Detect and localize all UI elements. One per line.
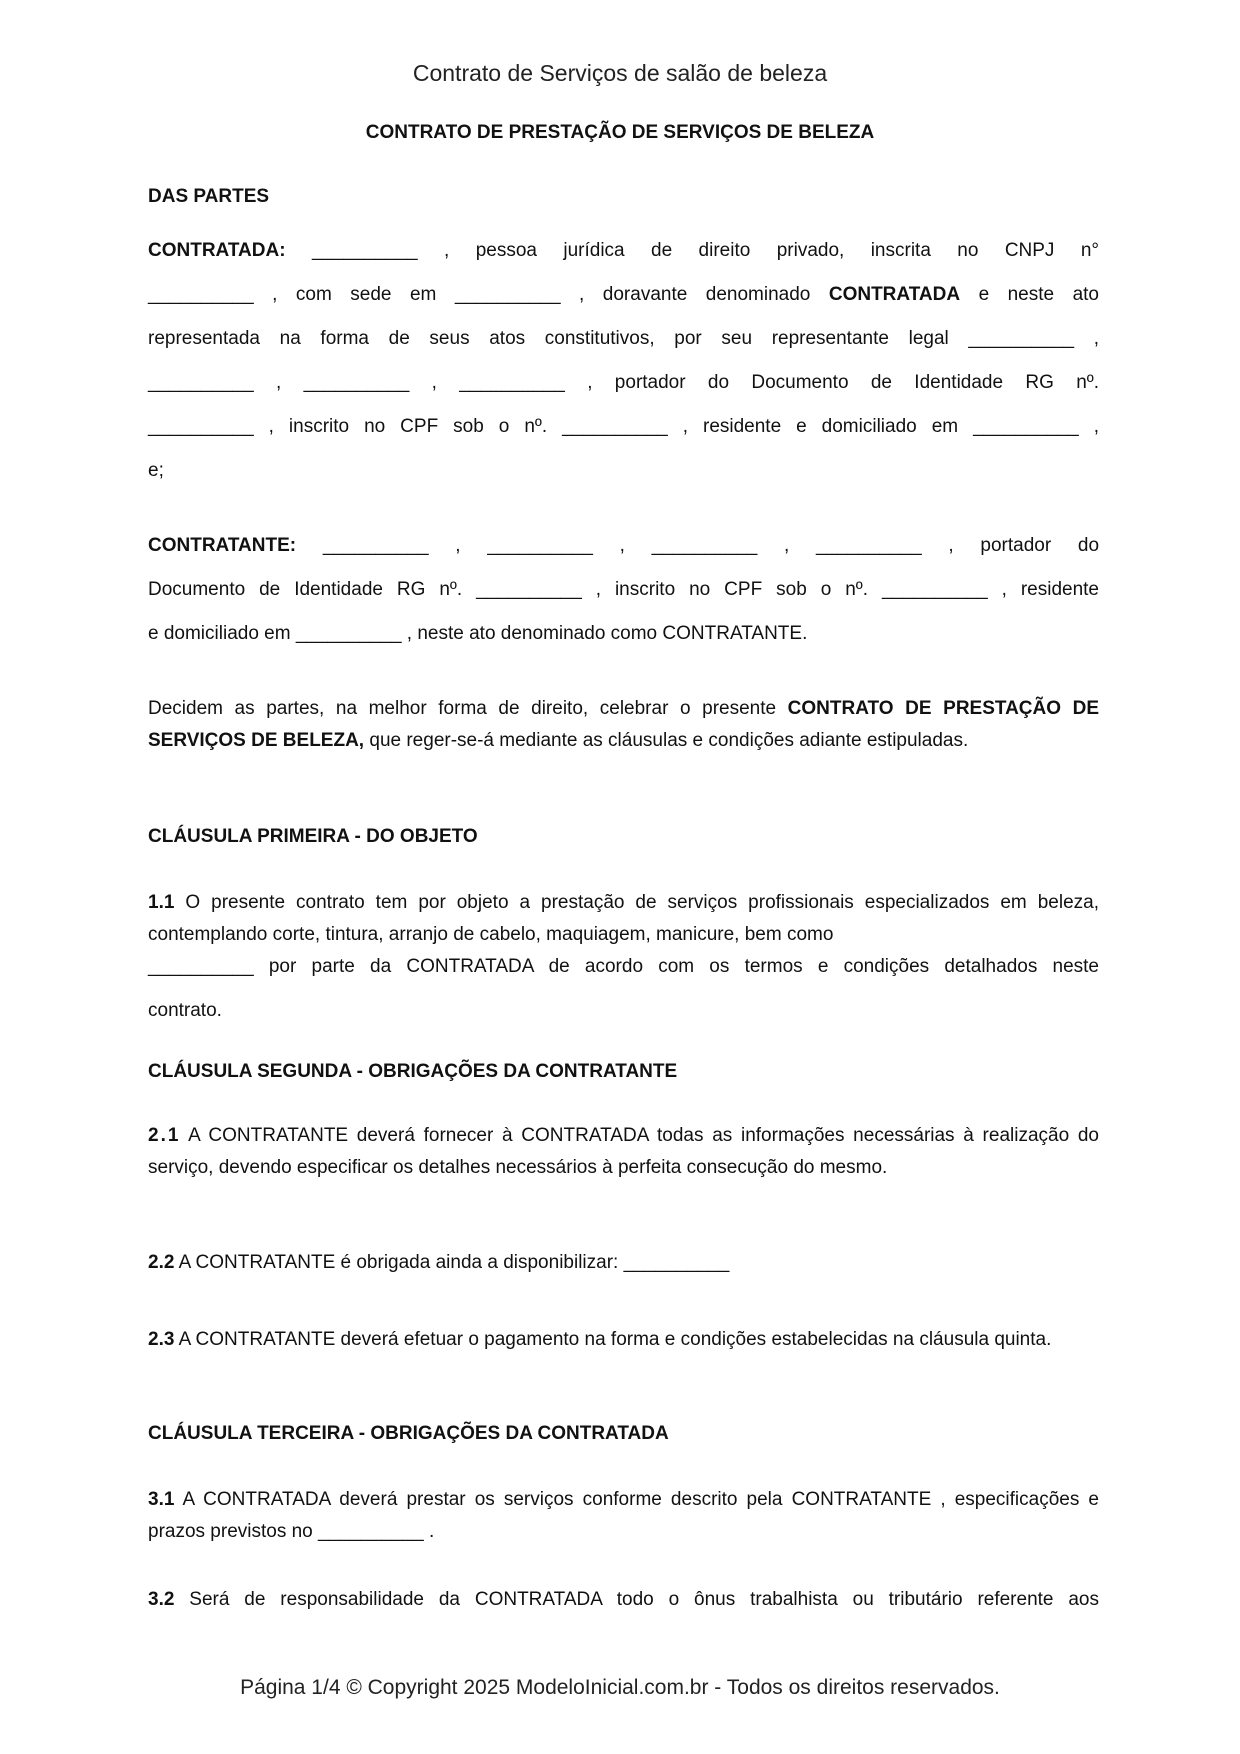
contratada-line-4: __________ , __________ , __________ , portador do Documento de Identidade RG nº. — [148, 372, 1099, 393]
clause-1-1-text: O presente contrato tem por objeto a prestação de serviços profissionais especializados em beleza, contemplando corte, tintura, arranjo de cabelo, maquiagem, manicure, bem como — [148, 892, 1099, 945]
contratada-line-3: representada na forma de seus atos constitutivos, por seu representante legal __________ , — [148, 328, 1099, 349]
preamble-bold: CONTRATO DE PRESTAÇÃO DE SERVIÇOS DE BELEZA, — [148, 698, 1099, 751]
clause-1-1-tail — [148, 945, 1099, 1033]
clause-1-1-main — [148, 887, 1099, 951]
clause-2-2-text: A CONTRATANTE é obrigada ainda a disponibilizar: __________ — [174, 1252, 730, 1273]
clause-3-heading: CLÁUSULA TERCEIRA - OBRIGAÇÕES DA CONTRATADA — [148, 1423, 669, 1444]
preamble-text-a: Decidem as partes, na melhor forma de direito, celebrar o presente — [148, 698, 788, 719]
clause-2-heading: CLÁUSULA SEGUNDA - OBRIGAÇÕES DA CONTRATANTE — [148, 1061, 678, 1082]
contratada-label: CONTRATADA: — [148, 240, 286, 261]
contratada-paragraph — [148, 229, 1099, 493]
contratante-paragraph — [148, 524, 1099, 656]
clause-1-1 — [148, 887, 1099, 1033]
clause-1-1-number: 1.1 — [148, 892, 175, 913]
document-title: CONTRATO DE PRESTAÇÃO DE SERVIÇOS DE BELEZA — [365, 122, 875, 143]
contratante-label: CONTRATANTE: — [148, 535, 297, 556]
contratante-line-3: e domiciliado em __________ , neste ato denominado como CONTRATANTE. — [148, 623, 808, 644]
clause-3-1 — [148, 1484, 1099, 1548]
contratante-line-1-text: __________ , __________ , __________ , __________ , portador do — [322, 535, 1100, 556]
contratada-line-5: __________ , inscrito no CPF sob o nº. __________ , residente e domiciliado em __________ , — [148, 416, 1099, 437]
clause-3-1-text: A CONTRATADA deverá prestar os serviços conforme descrito pela CONTRATANTE , especificações e prazos previstos no __________ . — [148, 1489, 1099, 1542]
preamble-text-b: que reger-se-á mediante as cláusulas e condições adiante estipuladas. — [364, 730, 969, 751]
contratada-line-6: e; — [148, 460, 164, 481]
page-header: Contrato de Serviços de salão de beleza — [412, 60, 828, 86]
clause-1-1-line-3: __________ por parte da CONTRATADA de acordo com os termos e condições detalhados neste — [148, 956, 1099, 977]
contratada-line-2-text-b: e neste ato — [960, 284, 1099, 305]
clause-1-heading: CLÁUSULA PRIMEIRA - DO OBJETO — [148, 826, 478, 847]
clause-3-2-text: Será de responsabilidade da CONTRATADA todo o ônus trabalhista ou tributário referente aos — [174, 1589, 1099, 1610]
clause-2-2-number: 2.2 — [148, 1252, 175, 1273]
contratada-line-1-text: __________ , pessoa jurídica de direito privado, inscrita no CNPJ n° — [311, 240, 1100, 261]
clause-3-1-number: 3.1 — [148, 1489, 175, 1510]
contratante-line-1 — [148, 524, 1099, 568]
clause-3-2 — [148, 1584, 1099, 1616]
clause-2-3 — [148, 1324, 1099, 1356]
parties-heading: DAS PARTES — [148, 186, 270, 207]
contratante-line-2: Documento de Identidade RG nº. __________ , inscrito no CPF sob o nº. __________ , residente — [148, 579, 1099, 600]
contratada-line-1 — [148, 229, 1099, 273]
clause-2-1-text: A CONTRATANTE deverá fornecer à CONTRATADA todas as informações necessárias à realização do serviço, devendo especificar os detalhes necessários à perfeita consecução do mesmo. — [148, 1125, 1099, 1178]
page-footer: Página 1/4 © Copyright 2025 ModeloInicial.com.br - Todos os direitos reservados. — [240, 1676, 1000, 1699]
clause-1-1-line-4: contrato. — [148, 1000, 222, 1021]
clause-2-3-text: A CONTRATANTE deverá efetuar o pagamento na forma e condições estabelecidas na cláusula quinta. — [174, 1329, 1052, 1350]
clause-3-2-number: 3.2 — [148, 1589, 175, 1610]
preamble-paragraph — [148, 693, 1099, 757]
clause-2-3-number: 2.3 — [148, 1329, 175, 1350]
contratada-line-2-text-a: __________ , com sede em __________ , doravante denominado — [148, 284, 829, 305]
clause-2-1-number: 2.1 — [148, 1125, 181, 1146]
contratada-line-2-bold: CONTRATADA — [828, 284, 961, 305]
clause-2-1 — [148, 1120, 1099, 1184]
clause-2-2 — [148, 1247, 1099, 1279]
clause-3-2-line — [148, 1584, 1099, 1616]
contratada-line-2 — [148, 273, 1099, 317]
